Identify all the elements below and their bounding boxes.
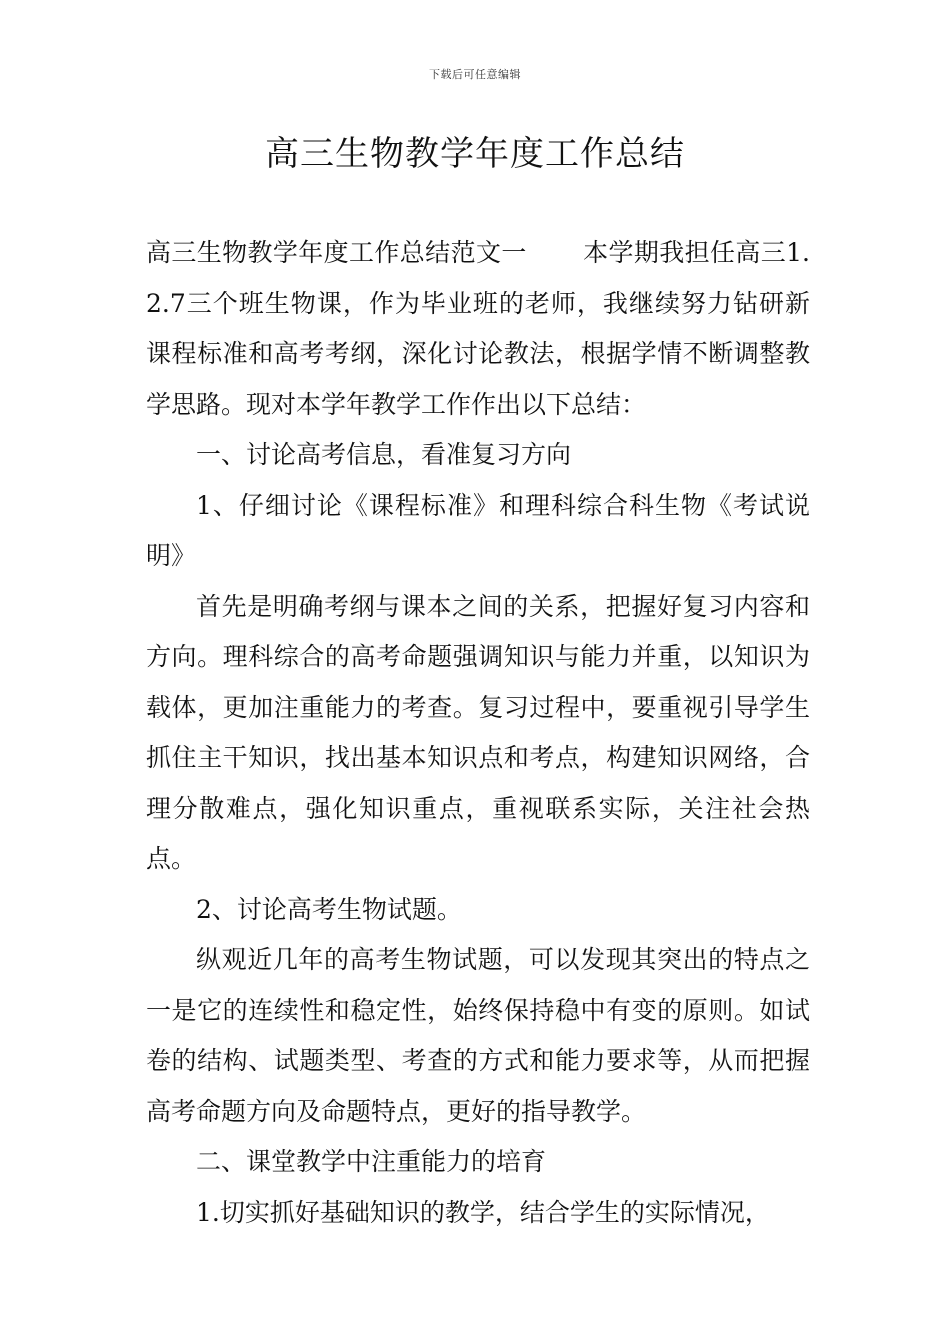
document-body [146, 228, 810, 1238]
section-heading-2: 二、课堂教学中注重能力的培育 [196, 1147, 547, 1176]
intro-paragraph [146, 228, 810, 430]
subheading-1-1: 1、仔细讨论《课程标准》和理科综合科生物《考试说明》 [146, 490, 810, 570]
intro-lead: 高三生物教学年度工作总结范文一 [146, 238, 527, 267]
page-title: 高三生物教学年度工作总结 [265, 134, 685, 174]
intro-text: 本学期我担任高三1.2.7三个班生物课，作为毕业班的老师，我继续努力钻研新课程标准和高考考纲，深化讨论教法，根据学情不断调整教学思路。现对本学年教学工作作出以下总结： [146, 238, 810, 419]
header-note: 下载后可任意编辑 [429, 68, 521, 81]
body-paragraph: 纵观近几年的高考生物试题，可以发现其突出的特点之一是它的连续性和稳定性，始终保持稳中有变的原则。如试卷的结构、试题类型、考查的方式和能力要求等，从而把握高考命题方向及命题特点，更好的指导教学。 [146, 945, 810, 1126]
body-paragraph: 首先是明确考纲与课本之间的关系，把握好复习内容和方向。理科综合的高考命题强调知识与能力并重，以知识为载体，更加注重能力的考查。复习过程中，要重视引导学生抓住主干知识，找出基本知识点和考点，构建知识网络，合理分散难点，强化知识重点，重视联系实际，关注社会热点。 [146, 591, 810, 873]
section-heading-1: 一、讨论高考信息，看准复习方向 [196, 440, 572, 469]
subheading-2-1: 1.切实抓好基础知识的教学，结合学生的实际情况， [196, 1197, 770, 1227]
subheading-1-2: 2、讨论高考生物试题。 [196, 894, 462, 924]
